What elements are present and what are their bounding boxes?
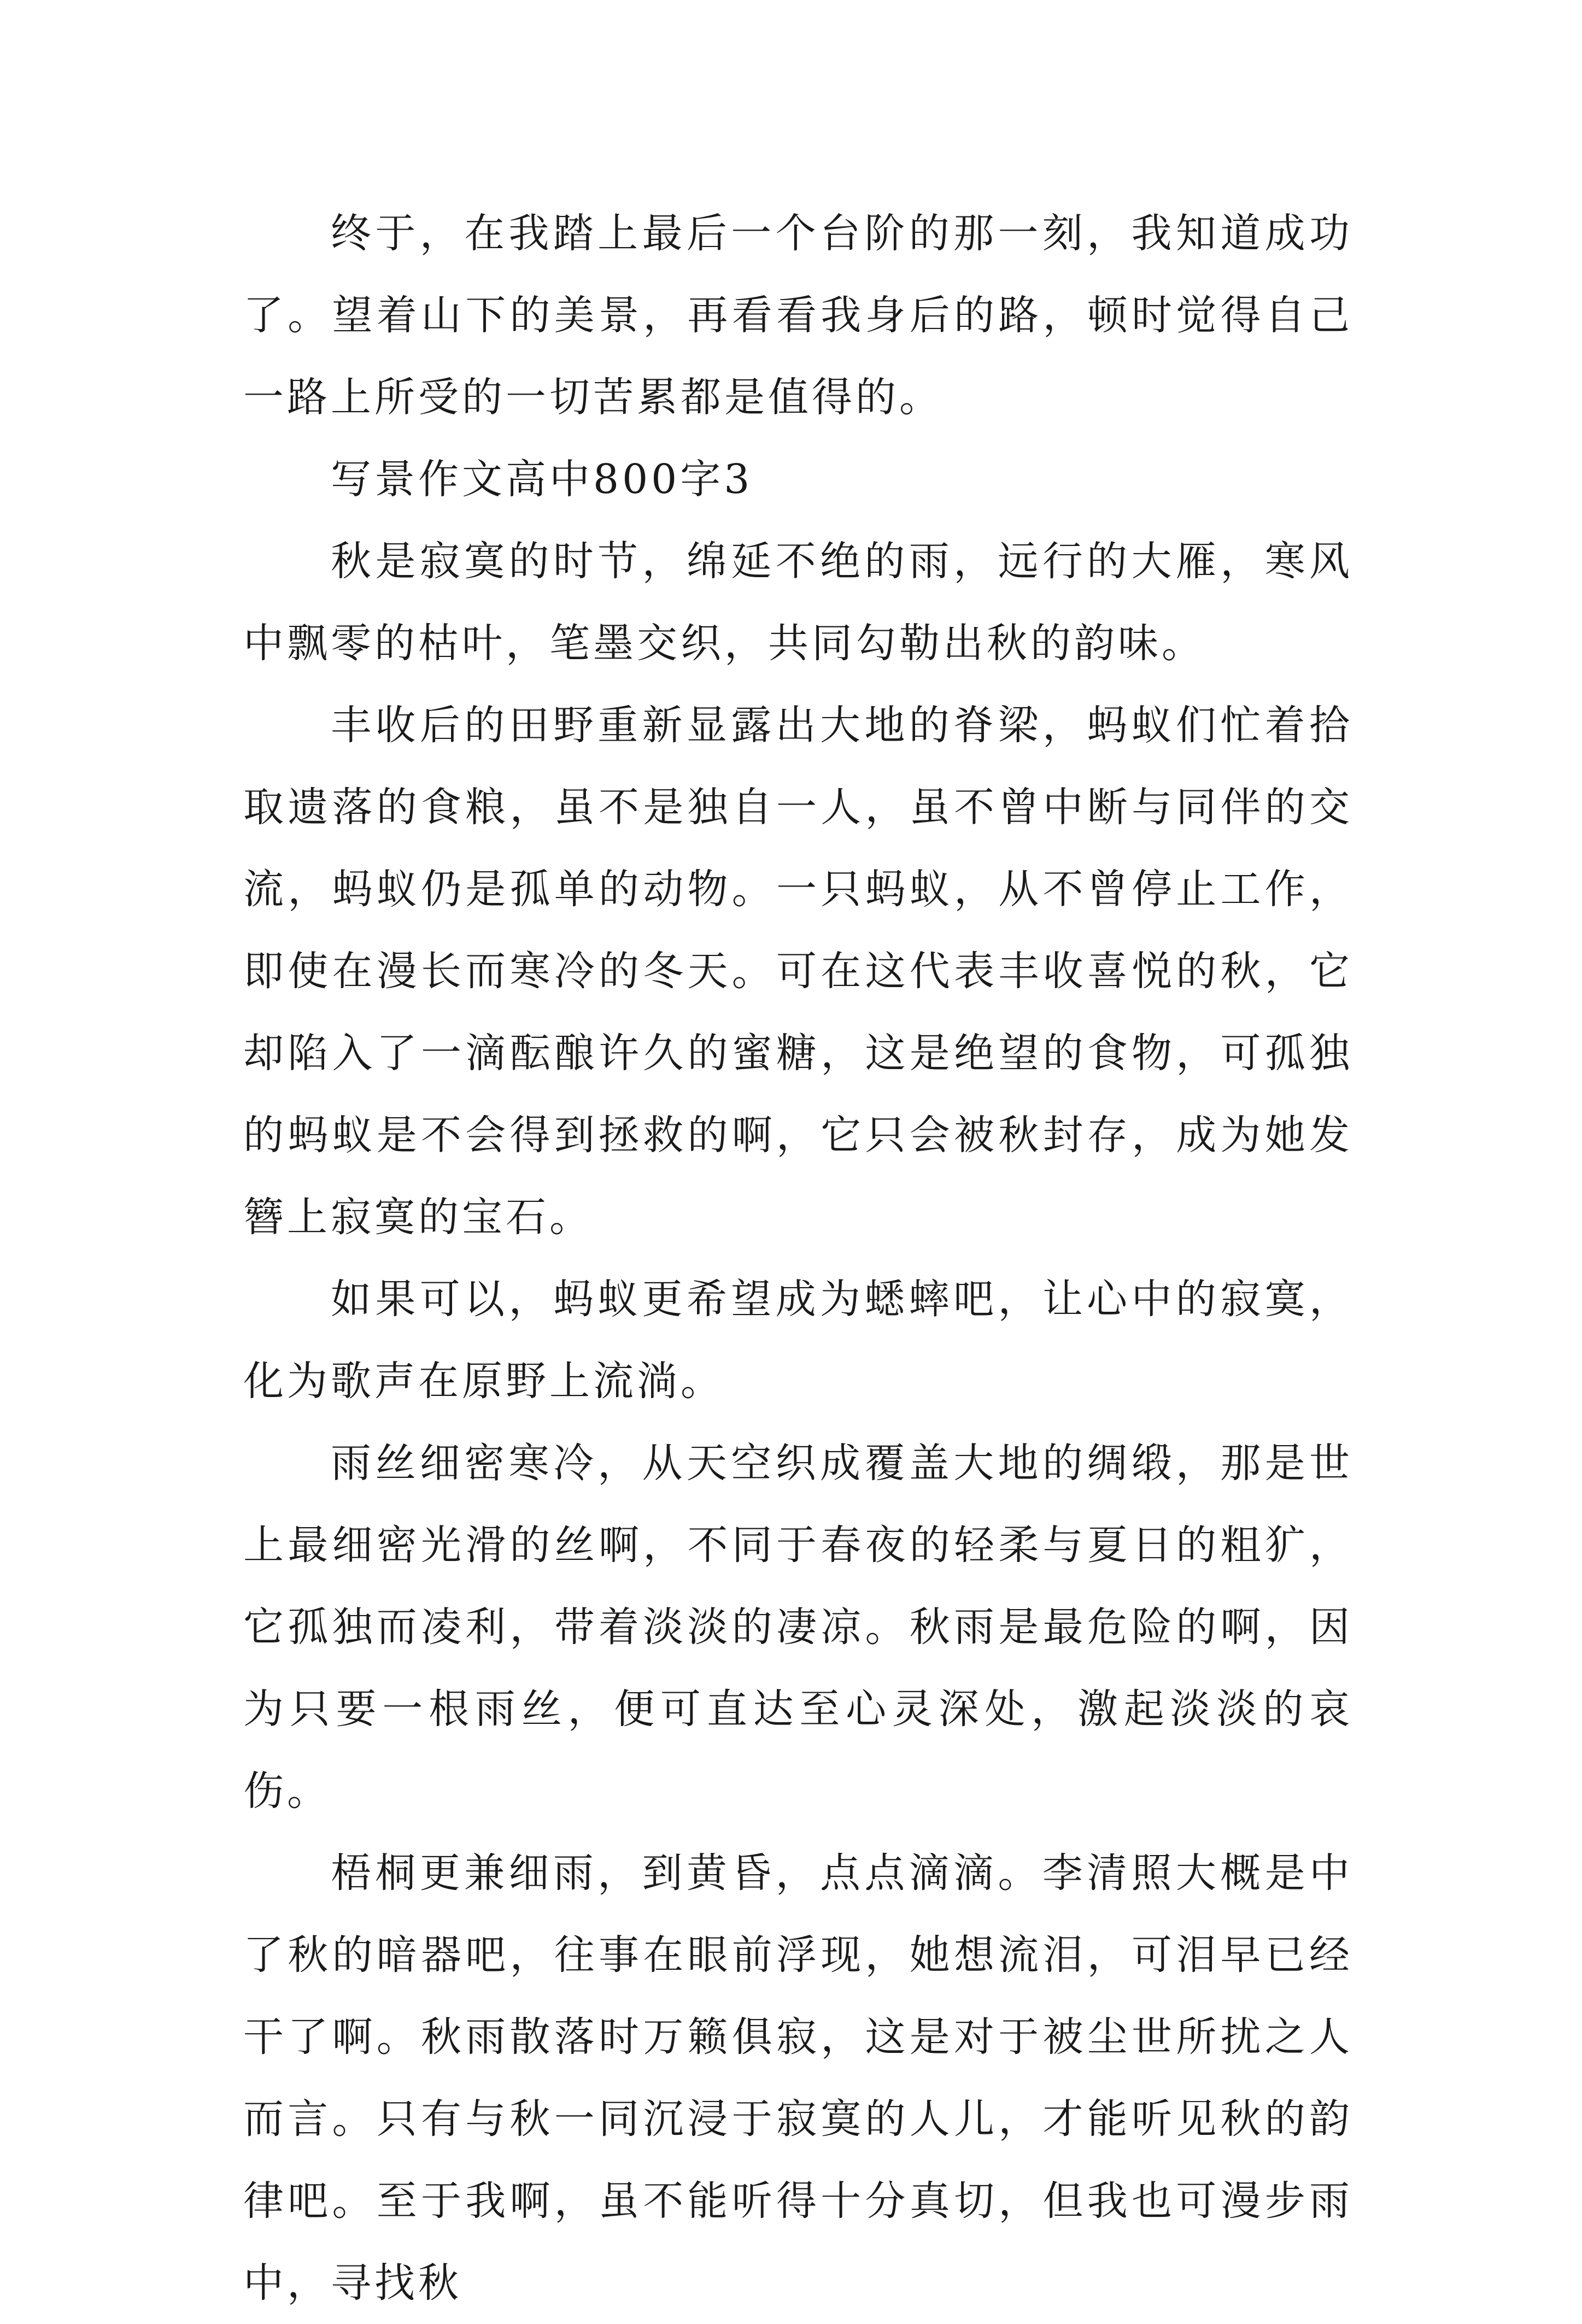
paragraph-4: 如果可以，蚂蚁更希望成为蟋蟀吧，让心中的寂寞，化为歌声在原野上流淌。 <box>243 1276 1353 1405</box>
paragraph-2: 秋是寂寞的时节，绵延不绝的雨，远行的大雁，寒风中飘零的枯叶，笔墨交织，共同勾勒出秋的韵味。 <box>243 538 1353 667</box>
paragraph-1: 终于，在我踏上最后一个台阶的那一刻，我知道成功了。望着山下的美景，再看看我身后的路，顿时觉得自己一路上所受的一切苦累都是值得的。 <box>243 210 1353 421</box>
paragraph-5: 雨丝细密寒冷，从天空织成覆盖大地的绸缎，那是世上最细密光滑的丝啊，不同于春夜的轻柔与夏日的粗犷，它孤独而凌利，带着淡淡的凄凉。秋雨是最危险的啊，因为只要一根雨丝，便可直达至心灵深处，激起淡淡的哀伤。 <box>243 1440 1353 1815</box>
document-body <box>243 192 1353 2324</box>
paragraph-3: 丰收后的田野重新显露出大地的脊梁，蚂蚁们忙着拾取遗落的食粮，虽不是独自一人，虽不曾中断与同伴的交流，蚂蚁仍是孤单的动物。一只蚂蚁，从不曾停止工作，即使在漫长而寒冷的冬天。可在这代表丰收喜悦的秋，它却陷入了一滴酝酿许久的蜜糖，这是绝望的食物，可孤独的蚂蚁是不会得到拯救的啊，它只会被秋封存，成为她发簪上寂寞的宝石。 <box>243 702 1353 1241</box>
paragraph-6: 梧桐更兼细雨，到黄昏，点点滴滴。李清照大概是中了秋的暗器吧，往事在眼前浮现，她想流泪，可泪早已经干了啊。秋雨散落时万籁俱寂，这是对于被尘世所扰之人而言。只有与秋一同沉浸于寂寞的人儿，才能听见秋的韵律吧。至于我啊，虽不能听得十分真切，但我也可漫步雨中，寻找秋 <box>243 1850 1353 2307</box>
section-heading: 写景作文高中800字3 <box>331 456 753 503</box>
